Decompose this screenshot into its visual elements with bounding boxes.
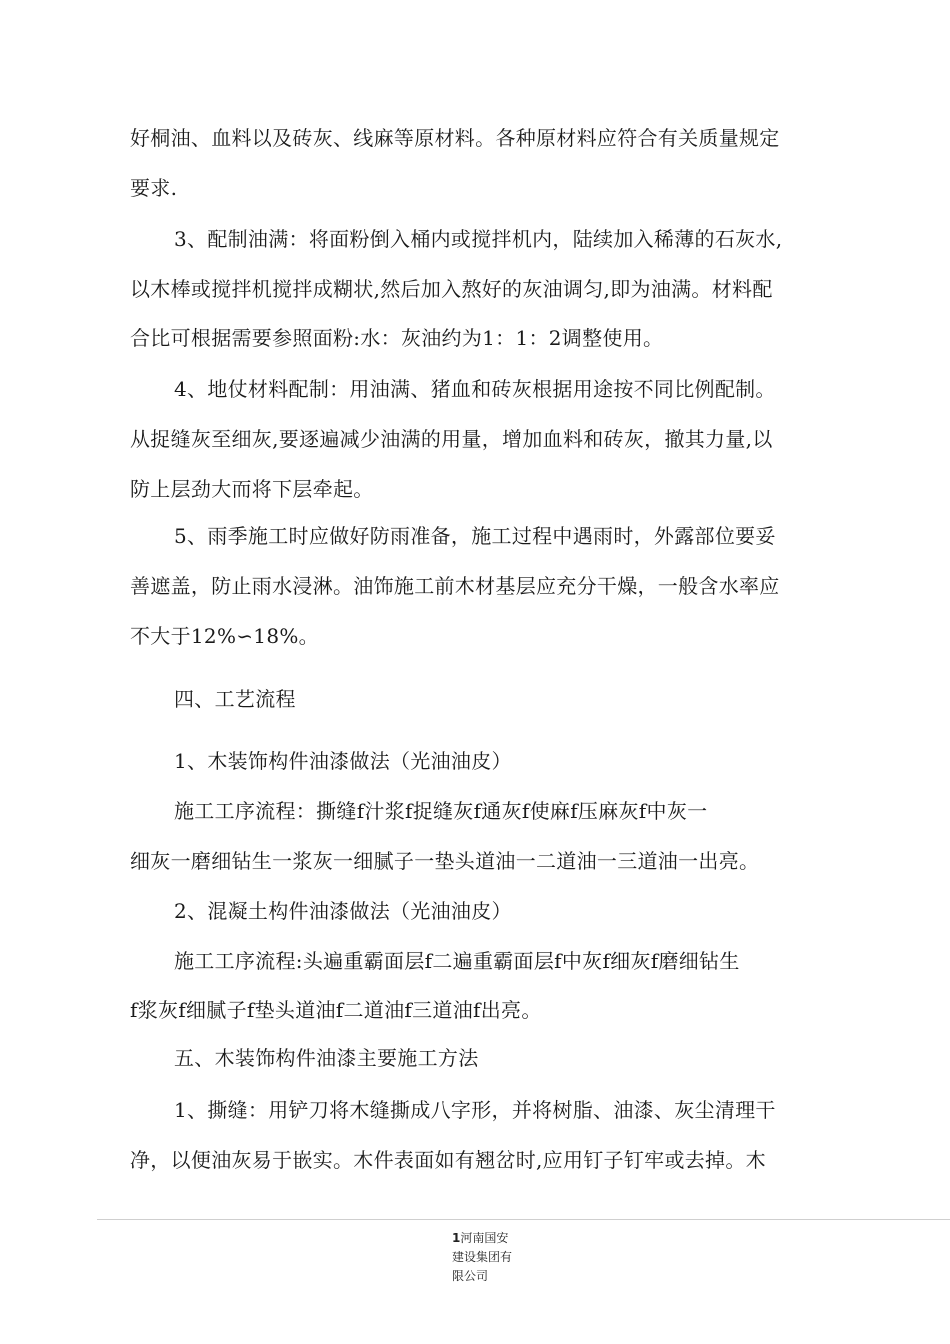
text-line: 3、配制油满：将面粉倒入桶内或搅拌机内，陆续加入稀薄的石灰水,: [174, 227, 783, 251]
section-heading: 四、工艺流程: [174, 687, 296, 711]
text-line: 不大于12%∽18%。: [130, 624, 319, 648]
subsection-heading: 2、混凝土构件油漆做法（光油油皮）: [174, 899, 512, 923]
text-line: 施工工序流程:头遍重霸面层f二遍重霸面层f中灰f细灰f磨细钻生: [174, 949, 740, 973]
page-footer: [452, 1229, 512, 1286]
text-line: 防上层劲大而将下层牵起。: [130, 477, 374, 501]
text-line: 以木棒或搅拌机搅拌成糊状,然后加入熬好的灰油调匀,即为油满。材料配: [130, 277, 773, 301]
text-line: 施工工序流程：撕缝f汁浆f捉缝灰f通灰f使麻f压麻灰f中灰一: [174, 799, 708, 823]
subsection-heading: 1、木装饰构件油漆做法（光油油皮）: [174, 749, 512, 773]
page-number: 1: [452, 1231, 461, 1245]
text-line: 从捉缝灰至细灰,要逐遍减少油满的用量，增加血料和砖灰，撤其力量,以: [130, 427, 773, 451]
text-line: 净，以便油灰易于嵌实。木件表面如有翘岔时,应用钉子钉牢或去掉。木: [130, 1148, 766, 1172]
text-line: 善遮盖，防止雨水浸淋。油饰施工前木材基层应充分干燥，一般含水率应: [130, 574, 780, 598]
text-line: 4、地仗材料配制：用油满、猪血和砖灰根据用途按不同比例配制。: [174, 377, 776, 401]
footer-divider: [97, 1219, 950, 1220]
text-line: 5、雨季施工时应做好防雨准备，施工过程中遇雨时，外露部位要妥: [174, 524, 776, 548]
text-line: 合比可根据需要参照面粉:水：灰油约为1：1：2调整使用。: [130, 326, 664, 350]
text-line: 要求.: [130, 176, 178, 200]
section-heading: 五、木装饰构件油漆主要施工方法: [174, 1046, 479, 1070]
text-line: f浆灰f细腻子f垫头道油f二道油f三道油f出亮。: [130, 998, 542, 1022]
text-line: 1、撕缝：用铲刀将木缝撕成八字形，并将树脂、油漆、灰尘清理干: [174, 1098, 776, 1122]
text-line: 好桐油、血料以及砖灰、线麻等原材料。各种原材料应符合有关质量规定: [130, 126, 780, 150]
text-line: 细灰一磨细钻生一浆灰一细腻子一垫头道油一二道油一三道油一出亮。: [130, 849, 760, 873]
footer-company: 河南国安建设集团有限公司: [452, 1231, 513, 1283]
